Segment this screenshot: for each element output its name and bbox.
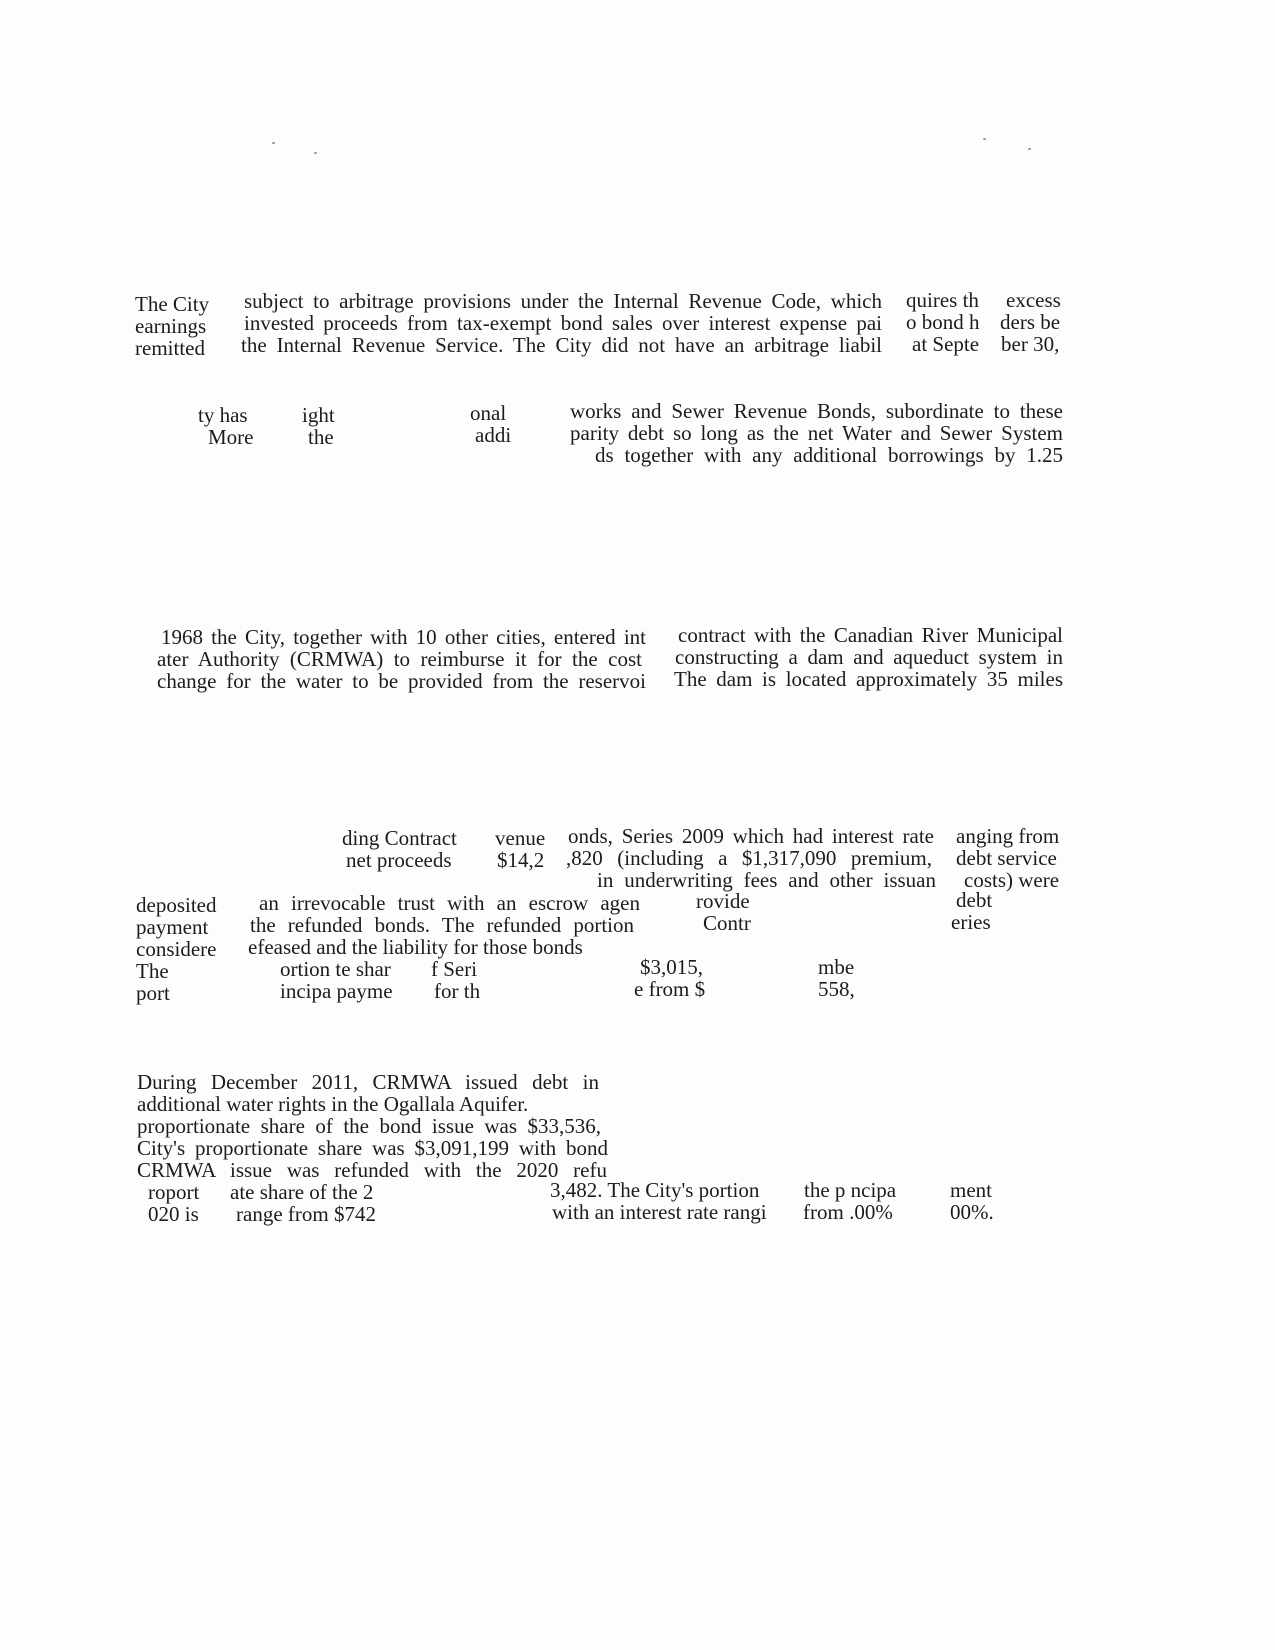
text-line: e from $ xyxy=(634,977,706,1001)
text-line: ment xyxy=(950,1178,992,1202)
text-line: The xyxy=(136,959,169,983)
text-line: onds, Series 2009 which had interest rate xyxy=(568,824,934,848)
text-line: quires th xyxy=(906,288,979,312)
text-line: onal xyxy=(470,401,507,425)
text-line: addi xyxy=(475,423,512,447)
text-line: range from $742 xyxy=(236,1202,376,1226)
text-line: incipa payme xyxy=(280,979,393,1003)
text-line: subject to arbitrage provisions under the Internal Revenue Code, which xyxy=(244,289,882,313)
text-line: ,820 (including a $1,317,090 premium, xyxy=(566,846,932,870)
text-line: anging from xyxy=(956,824,1060,848)
text-line: f Seri xyxy=(431,957,478,981)
text-line: $14,2 xyxy=(497,848,545,872)
text-line: Contr xyxy=(703,911,751,935)
text-line: efeased and the liability for those bonds xyxy=(248,935,583,959)
text-line: ight xyxy=(302,403,335,427)
text-line: debt xyxy=(956,888,993,912)
text-line: the xyxy=(308,425,334,449)
text-line: $3,015, xyxy=(640,955,703,979)
text-line: City's proportionate share was $3,091,199 with bond xyxy=(137,1136,608,1160)
text-line: at Septe xyxy=(912,332,980,356)
text-line: remitted xyxy=(135,336,205,360)
text-line: contract with the Canadian River Municipal xyxy=(678,623,1063,647)
text-line: change for the water to be provided from the reservoi xyxy=(157,669,646,693)
scan-speck xyxy=(1028,148,1031,150)
text-line: the Internal Revenue Service. The City did not have an arbitrage liabil xyxy=(241,333,882,357)
scan-speck xyxy=(272,142,275,144)
text-line: ty has xyxy=(198,403,248,427)
text-line: ortion te shar xyxy=(280,957,391,981)
text-line: additional water rights in the Ogallala Aquifer. xyxy=(137,1092,529,1116)
text-line: invested proceeds from tax-exempt bond sales over interest expense pai xyxy=(244,311,882,335)
text-line: the refunded bonds. The refunded portion xyxy=(250,913,634,937)
text-line: proportionate share of the bond issue was $33,536, xyxy=(137,1114,601,1138)
text-line: roport xyxy=(148,1180,200,1204)
text-line: 00%. xyxy=(950,1200,994,1224)
text-line: ds together with any additional borrowings by 1.25 xyxy=(595,443,1063,467)
text-line: the p ncipa xyxy=(804,1178,897,1202)
text-line: excess xyxy=(1006,288,1061,312)
text-line: with an interest rate rangi xyxy=(552,1200,767,1224)
text-line: mbe xyxy=(818,955,855,979)
text-line: During December 2011, CRMWA issued debt in xyxy=(137,1070,599,1094)
text-line: works and Sewer Revenue Bonds, subordinate to these xyxy=(570,399,1063,423)
text-line: considere xyxy=(136,937,217,961)
text-line: payment xyxy=(136,915,209,939)
text-line: costs) were xyxy=(964,868,1060,892)
text-line: constructing a dam and aqueduct system in xyxy=(675,645,1063,669)
text-line: ber 30, xyxy=(1001,332,1060,356)
text-line: ders be xyxy=(1000,310,1061,334)
text-line: ater Authority (CRMWA) to reimburse it for the cost xyxy=(157,647,642,671)
text-line: port xyxy=(136,981,170,1005)
text-line: from .00% xyxy=(803,1200,893,1224)
text-line: deposited xyxy=(136,893,217,917)
text-line: ate share of the 2 xyxy=(230,1180,374,1204)
text-line: 1968 the City, together with 10 other cities, entered int xyxy=(161,625,646,649)
text-line: 3,482. The City's portion xyxy=(550,1178,760,1202)
text-line: ding Contract xyxy=(342,826,457,850)
scan-speck xyxy=(314,152,317,154)
text-line: debt service xyxy=(956,846,1057,870)
text-line: o bond h xyxy=(906,310,980,334)
text-line: earnings xyxy=(135,314,207,338)
text-line: net proceeds xyxy=(346,848,452,872)
text-line: More xyxy=(208,425,254,449)
text-line: parity debt so long as the net Water and Sewer System xyxy=(570,421,1063,445)
text-line: eries xyxy=(951,910,991,934)
text-line: an irrevocable trust with an escrow agen xyxy=(259,891,640,915)
text-line: venue xyxy=(495,826,546,850)
text-line: The City xyxy=(135,292,210,316)
scan-speck xyxy=(983,138,986,140)
text-line: for th xyxy=(434,979,481,1003)
text-line: 558, xyxy=(818,977,855,1001)
text-line: in underwriting fees and other issuan xyxy=(597,868,936,892)
text-line: CRMWA issue was refunded with the 2020 refu xyxy=(137,1158,607,1182)
text-line: 020 is xyxy=(148,1202,199,1226)
text-line: The dam is located approximately 35 miles xyxy=(674,667,1063,691)
text-line: rovide xyxy=(696,889,750,913)
